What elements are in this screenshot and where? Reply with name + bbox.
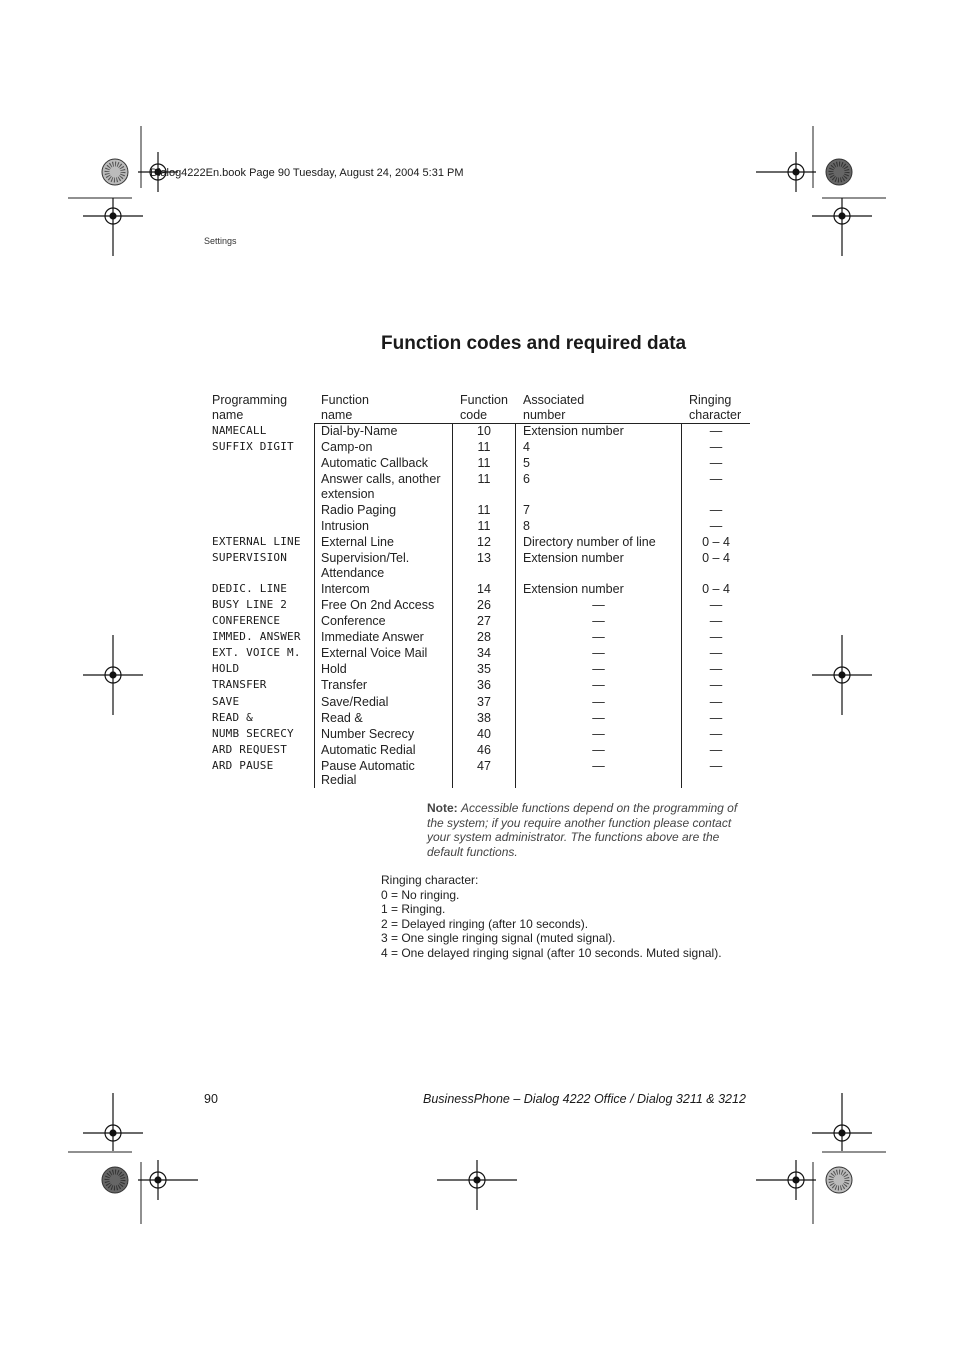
cell-function-code: 11 bbox=[477, 519, 491, 533]
cell-function-code: 26 bbox=[477, 597, 491, 612]
ringing-legend-item: 2 = Delayed ringing (after 10 seconds). bbox=[381, 916, 589, 931]
cell-programming-name: HOLD bbox=[212, 662, 240, 676]
cell-programming-name: SUPERVISION bbox=[212, 551, 288, 565]
function-name-line: External Line bbox=[321, 535, 394, 550]
cell-function-code: 14 bbox=[477, 581, 491, 596]
header-line: Ringing bbox=[689, 393, 732, 407]
cell-function-code: 11 bbox=[477, 502, 491, 517]
header-line: code bbox=[460, 408, 488, 422]
cell-associated-number: Extension number bbox=[523, 424, 624, 438]
cell-programming-name: DEDIC. LINE bbox=[212, 581, 288, 595]
cell-function-code: 27 bbox=[477, 614, 491, 628]
cell-associated-number: — bbox=[592, 710, 605, 725]
cell-programming-name: CONFERENCE bbox=[212, 614, 281, 627]
cell-ringing-character: — bbox=[709, 710, 723, 725]
cell-function-code: 13 bbox=[477, 551, 491, 566]
cell-ringing-character: — bbox=[709, 646, 723, 661]
note bbox=[427, 801, 751, 859]
footer-title: BusinessPhone – Dialog 4222 Office / Dialog 3211 & 3212 bbox=[423, 1092, 746, 1106]
cell-function-code: 11 bbox=[477, 456, 491, 471]
cell-function-code: 11 bbox=[477, 440, 491, 455]
cell-ringing-character: — bbox=[709, 662, 723, 677]
function-name-line: Transfer bbox=[321, 678, 368, 693]
function-name-line: Dial-by-Name bbox=[321, 424, 398, 438]
cell-associated-number: 4 bbox=[523, 440, 530, 455]
cell-programming-name: EXT. VOICE M. bbox=[212, 646, 301, 660]
cell-function-code: 46 bbox=[477, 742, 491, 757]
cell-associated-number: 6 bbox=[523, 472, 530, 487]
function-name-line: Attendance bbox=[321, 565, 385, 580]
function-name-line: Read & bbox=[321, 710, 363, 725]
cell-function-code: 28 bbox=[477, 630, 491, 645]
cell-ringing-character: — bbox=[709, 694, 723, 709]
cell-programming-name: ARD PAUSE bbox=[212, 758, 274, 772]
ringing-legend bbox=[381, 873, 722, 961]
cell-function-code: 10 bbox=[477, 424, 491, 438]
cell-function-code: 47 bbox=[477, 758, 491, 773]
cell-programming-name: READ & bbox=[212, 710, 253, 724]
cell-ringing-character: — bbox=[709, 758, 723, 773]
page-title: Function codes and required data bbox=[381, 333, 687, 354]
cell-associated-number: — bbox=[592, 726, 605, 741]
header-line: name bbox=[321, 408, 353, 422]
cell-ringing-character: — bbox=[709, 502, 723, 517]
note-label: Note: bbox=[427, 801, 458, 815]
cell-programming-name: SUFFIX DIGIT bbox=[212, 440, 294, 454]
function-name-line: extension bbox=[321, 486, 375, 501]
function-name-line: Intercom bbox=[321, 581, 370, 596]
function-name-line: Save/Redial bbox=[321, 694, 389, 709]
star-targets bbox=[102, 159, 852, 1193]
function-name-line: Conference bbox=[321, 614, 386, 628]
cell-associated-number: — bbox=[592, 742, 605, 757]
cell-associated-number: — bbox=[592, 597, 605, 612]
cell-associated-number: 7 bbox=[523, 502, 530, 517]
cell-function-code: 35 bbox=[477, 662, 491, 677]
cell-programming-name: EXTERNAL LINE bbox=[212, 535, 301, 549]
cell-function-code: 37 bbox=[477, 694, 491, 709]
cell-function-code: 40 bbox=[477, 726, 491, 741]
cell-function-code: 34 bbox=[477, 646, 491, 661]
cell-function-code: 38 bbox=[477, 710, 491, 725]
cell-associated-number: — bbox=[592, 614, 605, 628]
cell-ringing-character: — bbox=[709, 456, 723, 471]
header-line: Function bbox=[321, 393, 369, 407]
function-name-line: External Voice Mail bbox=[321, 646, 428, 661]
header-line: Programming bbox=[212, 393, 288, 407]
cell-ringing-character: — bbox=[709, 424, 723, 438]
cell-ringing-character: — bbox=[709, 726, 723, 741]
function-name-line: Hold bbox=[321, 662, 347, 677]
ringing-legend-item: 4 = One delayed ringing signal (after 10 seconds. Muted signal). bbox=[381, 945, 722, 960]
ringing-legend-item: 0 = No ringing. bbox=[381, 887, 460, 902]
cell-associated-number: — bbox=[592, 678, 605, 693]
cell-associated-number: — bbox=[592, 630, 605, 645]
cell-associated-number: 5 bbox=[523, 456, 530, 471]
cell-programming-name: TRANSFER bbox=[212, 678, 267, 692]
cell-ringing-character: — bbox=[709, 742, 723, 757]
cell-associated-number: — bbox=[592, 646, 605, 661]
cell-programming-name: IMMED. ANSWER bbox=[212, 630, 301, 644]
cell-function-code: 36 bbox=[477, 678, 491, 693]
cell-ringing-character: — bbox=[709, 597, 723, 612]
ringing-legend-item: 3 = One single ringing signal (muted signal). bbox=[381, 931, 616, 946]
function-name-line: Supervision/Tel. bbox=[321, 551, 410, 566]
cell-associated-number: — bbox=[592, 694, 605, 709]
ringing-legend-heading: Ringing character: bbox=[381, 873, 479, 887]
ringing-legend-item: 1 = Ringing. bbox=[381, 902, 446, 917]
function-name-line: Radio Paging bbox=[321, 502, 397, 517]
function-name-line: Automatic Callback bbox=[321, 456, 428, 471]
header-line: number bbox=[523, 408, 566, 422]
header-line: Function bbox=[460, 393, 508, 407]
cell-ringing-character: — bbox=[709, 614, 723, 628]
cell-function-code: 11 bbox=[477, 472, 491, 487]
function-name-line: Number Secrecy bbox=[321, 726, 415, 741]
function-name-line: Immediate Answer bbox=[321, 630, 424, 645]
cell-associated-number: Directory number of line bbox=[523, 535, 656, 550]
cell-associated-number: Extension number bbox=[523, 551, 624, 566]
function-name-line: Intrusion bbox=[321, 519, 369, 533]
cell-associated-number: Extension number bbox=[523, 581, 624, 596]
cell-ringing-character: — bbox=[709, 630, 723, 645]
cell-function-code: 12 bbox=[477, 535, 491, 550]
header-line: Associated bbox=[523, 393, 585, 407]
cell-programming-name: ARD REQUEST bbox=[212, 742, 288, 756]
header-line: name bbox=[212, 408, 244, 422]
cell-ringing-character: — bbox=[709, 678, 723, 693]
note-text: Accessible functions depend on the programming of the system; if you require another function please contact your system administrator. The functions above are the default functions. bbox=[427, 801, 738, 859]
cell-ringing-character: — bbox=[709, 472, 723, 487]
cell-programming-name: NAMECALL bbox=[212, 424, 267, 437]
cell-programming-name: BUSY LINE 2 bbox=[212, 597, 288, 611]
cell-ringing-character: — bbox=[709, 519, 723, 533]
function-name-line: Automatic Redial bbox=[321, 742, 416, 757]
function-name-line: Free On 2nd Access bbox=[321, 597, 435, 612]
cell-programming-name: SAVE bbox=[212, 694, 240, 708]
function-name-line: Camp-on bbox=[321, 440, 373, 455]
cell-ringing-character: — bbox=[709, 440, 723, 455]
function-name-line: Redial bbox=[321, 773, 357, 788]
cell-ringing-character: 0 – 4 bbox=[702, 581, 730, 596]
page-number: 90 bbox=[204, 1092, 218, 1106]
book-slug-line: Dialog4222En.book Page 90 Tuesday, August 24, 2004 5:31 PM bbox=[150, 167, 464, 179]
cell-programming-name: NUMB SECRECY bbox=[212, 726, 294, 740]
header-line: character bbox=[689, 408, 742, 422]
crosshair-targets bbox=[83, 152, 872, 1210]
cell-associated-number: — bbox=[592, 662, 605, 677]
cell-associated-number: 8 bbox=[523, 519, 530, 533]
cell-ringing-character: 0 – 4 bbox=[702, 551, 730, 566]
function-name-line: Pause Automatic bbox=[321, 758, 415, 773]
cell-associated-number: — bbox=[592, 758, 605, 773]
function-name-line: Answer calls, another bbox=[321, 472, 441, 487]
section-label: Settings bbox=[204, 236, 237, 246]
cell-ringing-character: 0 – 4 bbox=[702, 535, 730, 550]
